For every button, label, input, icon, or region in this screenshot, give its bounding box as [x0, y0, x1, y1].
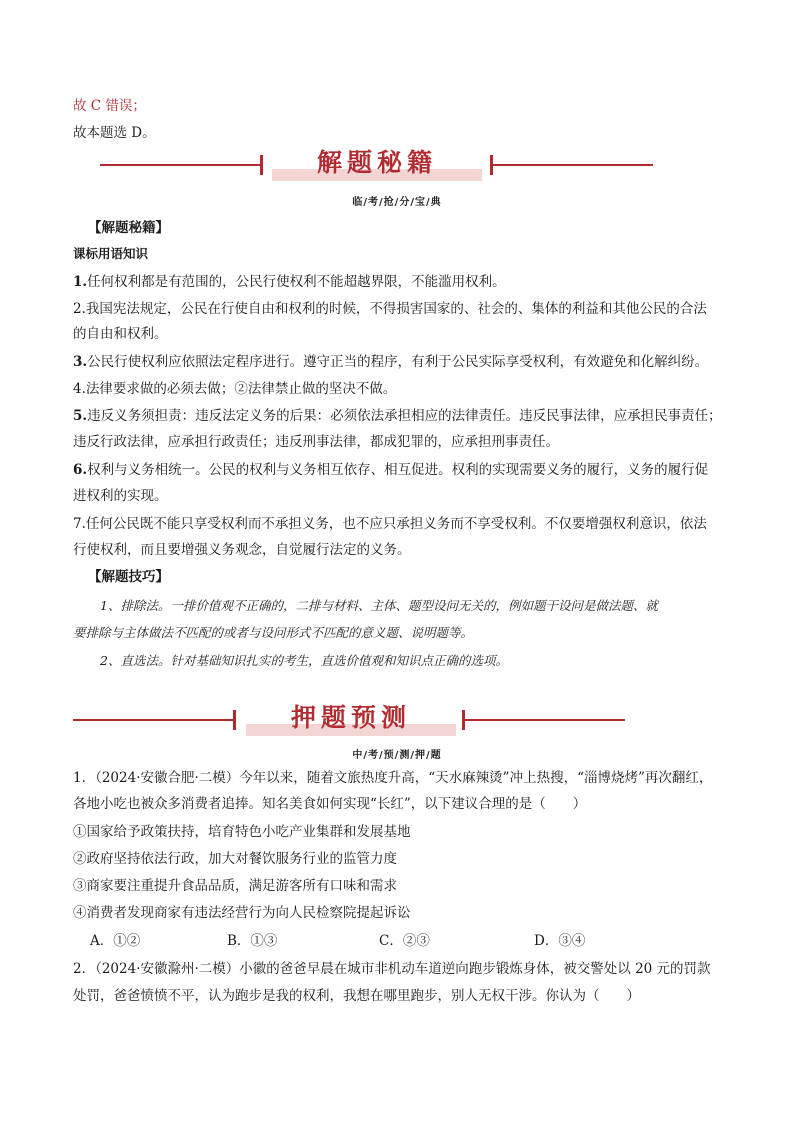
section-title-predictions: 押题预测 [290, 703, 411, 732]
tip-line: 2、直选法。针对基础知识扎实的考生，直选价值观和知识点正确的选项。 [100, 653, 508, 668]
knowledge-item-cont: 行使权利，而且要增强义务观念，自觉履行法定的义务。 [73, 542, 411, 558]
section-title-secrets: 解题秘籍 [316, 148, 437, 177]
conclusion-line-2: 故本题选 D。 [73, 125, 156, 141]
section-subtitle-secrets: 临/考/抢/分/宝/典 [352, 197, 442, 208]
conclusion-line-1: 故 C 错误； [73, 98, 146, 114]
knowledge-item-cont: 的自由和权利。 [73, 326, 168, 342]
question-2-stem: 2．（2024·安徽滁州·二模）小徽的爸爸早晨在城市非机动车道逆向跑步锻炼身体，被交警处以 20 元的罚款 [73, 961, 711, 977]
option-b: B．①③ [227, 933, 278, 949]
tip-line: 要排除与主体做法不匹配的或者与设问形式不匹配的意义题、说明题等。 [73, 625, 474, 640]
option-a: A．①② [90, 933, 141, 949]
question-1-stem: 各地小吃也被众多消费者追捧。知名美食如何实现“长红”，以下建议合理的是（ ） [73, 796, 587, 812]
subheading-standards: 课标用语知识 [73, 246, 149, 261]
question-1-stem: 1．（2024·安徽合肥·二模）今年以来，随着文旅热度升高，“天水麻辣烫”冲上热搜，“淄博烧烤”再次翻红， [73, 770, 713, 786]
knowledge-item: 7.任何公民既不能只享受权利而不承担义务，也不应只承担义务而不享受权利。不仅要增强权利意识，依法 [73, 516, 707, 532]
section-banner-predictions [0, 700, 794, 740]
statement-item: ④消费者发现商家有违法经营行为向人民检察院提起诉讼 [73, 905, 411, 921]
knowledge-item: 6.权利与义务相统一。公民的权利与义务相互依存、相互促进。权利的实现需要义务的履行，义务的履行促 [73, 462, 709, 478]
statement-item: ①国家给予政策扶持，培育特色小吃产业集群和发展基地 [73, 824, 411, 840]
knowledge-item: 2.我国宪法规定，公民在行使自由和权利的时候，不得损害国家的、社会的、集体的利益和其他公民的合法 [73, 301, 707, 317]
option-c: C．②③ [379, 933, 430, 949]
knowledge-item: 3.公民行使权利应依照法定程序进行。遵守正当的程序，有利于公民实际享受权利，有效避免和化解纠纷。 [73, 354, 709, 370]
heading-secrets: 【解题秘籍】 [88, 220, 169, 236]
statement-item: ②政府坚持依法行政，加大对餐饮服务行业的监管力度 [73, 851, 397, 867]
heading-tips: 【解题技巧】 [88, 569, 169, 585]
option-d: D．③④ [534, 933, 586, 949]
knowledge-item: 1.任何权利都是有范围的，公民行使权利不能超越界限，不能滥用权利。 [73, 274, 506, 290]
statement-item: ③商家要注重提升食品品质，满足游客所有口味和需求 [73, 878, 397, 894]
knowledge-item: 4.法律要求做的必须去做；②法律禁止做的坚决不做。 [73, 381, 397, 397]
question-2-stem: 处罚，爸爸愤愤不平，认为跑步是我的权利，我想在哪里跑步，别人无权干涉。你认为（ ） [73, 988, 640, 1004]
tip-line: 1、排除法。一排价值观不正确的，二排与材料、主体、题型设问无关的，例如题干设问是做法题、就 [100, 598, 658, 613]
knowledge-item-cont: 违反行政法律，应承担行政责任；违反刑事法律，都成犯罪的，应承担刑事责任。 [73, 434, 559, 450]
section-banner-secrets [0, 145, 794, 185]
knowledge-item-cont: 进权利的实现。 [73, 488, 168, 504]
knowledge-item: 5.违反义务须担责：违反法定义务的后果：必须依法承担相应的法律责任。违反民事法律，应承担民事责任； [73, 408, 722, 424]
section-subtitle-predictions: 中/考/预/测/押/题 [352, 750, 442, 761]
